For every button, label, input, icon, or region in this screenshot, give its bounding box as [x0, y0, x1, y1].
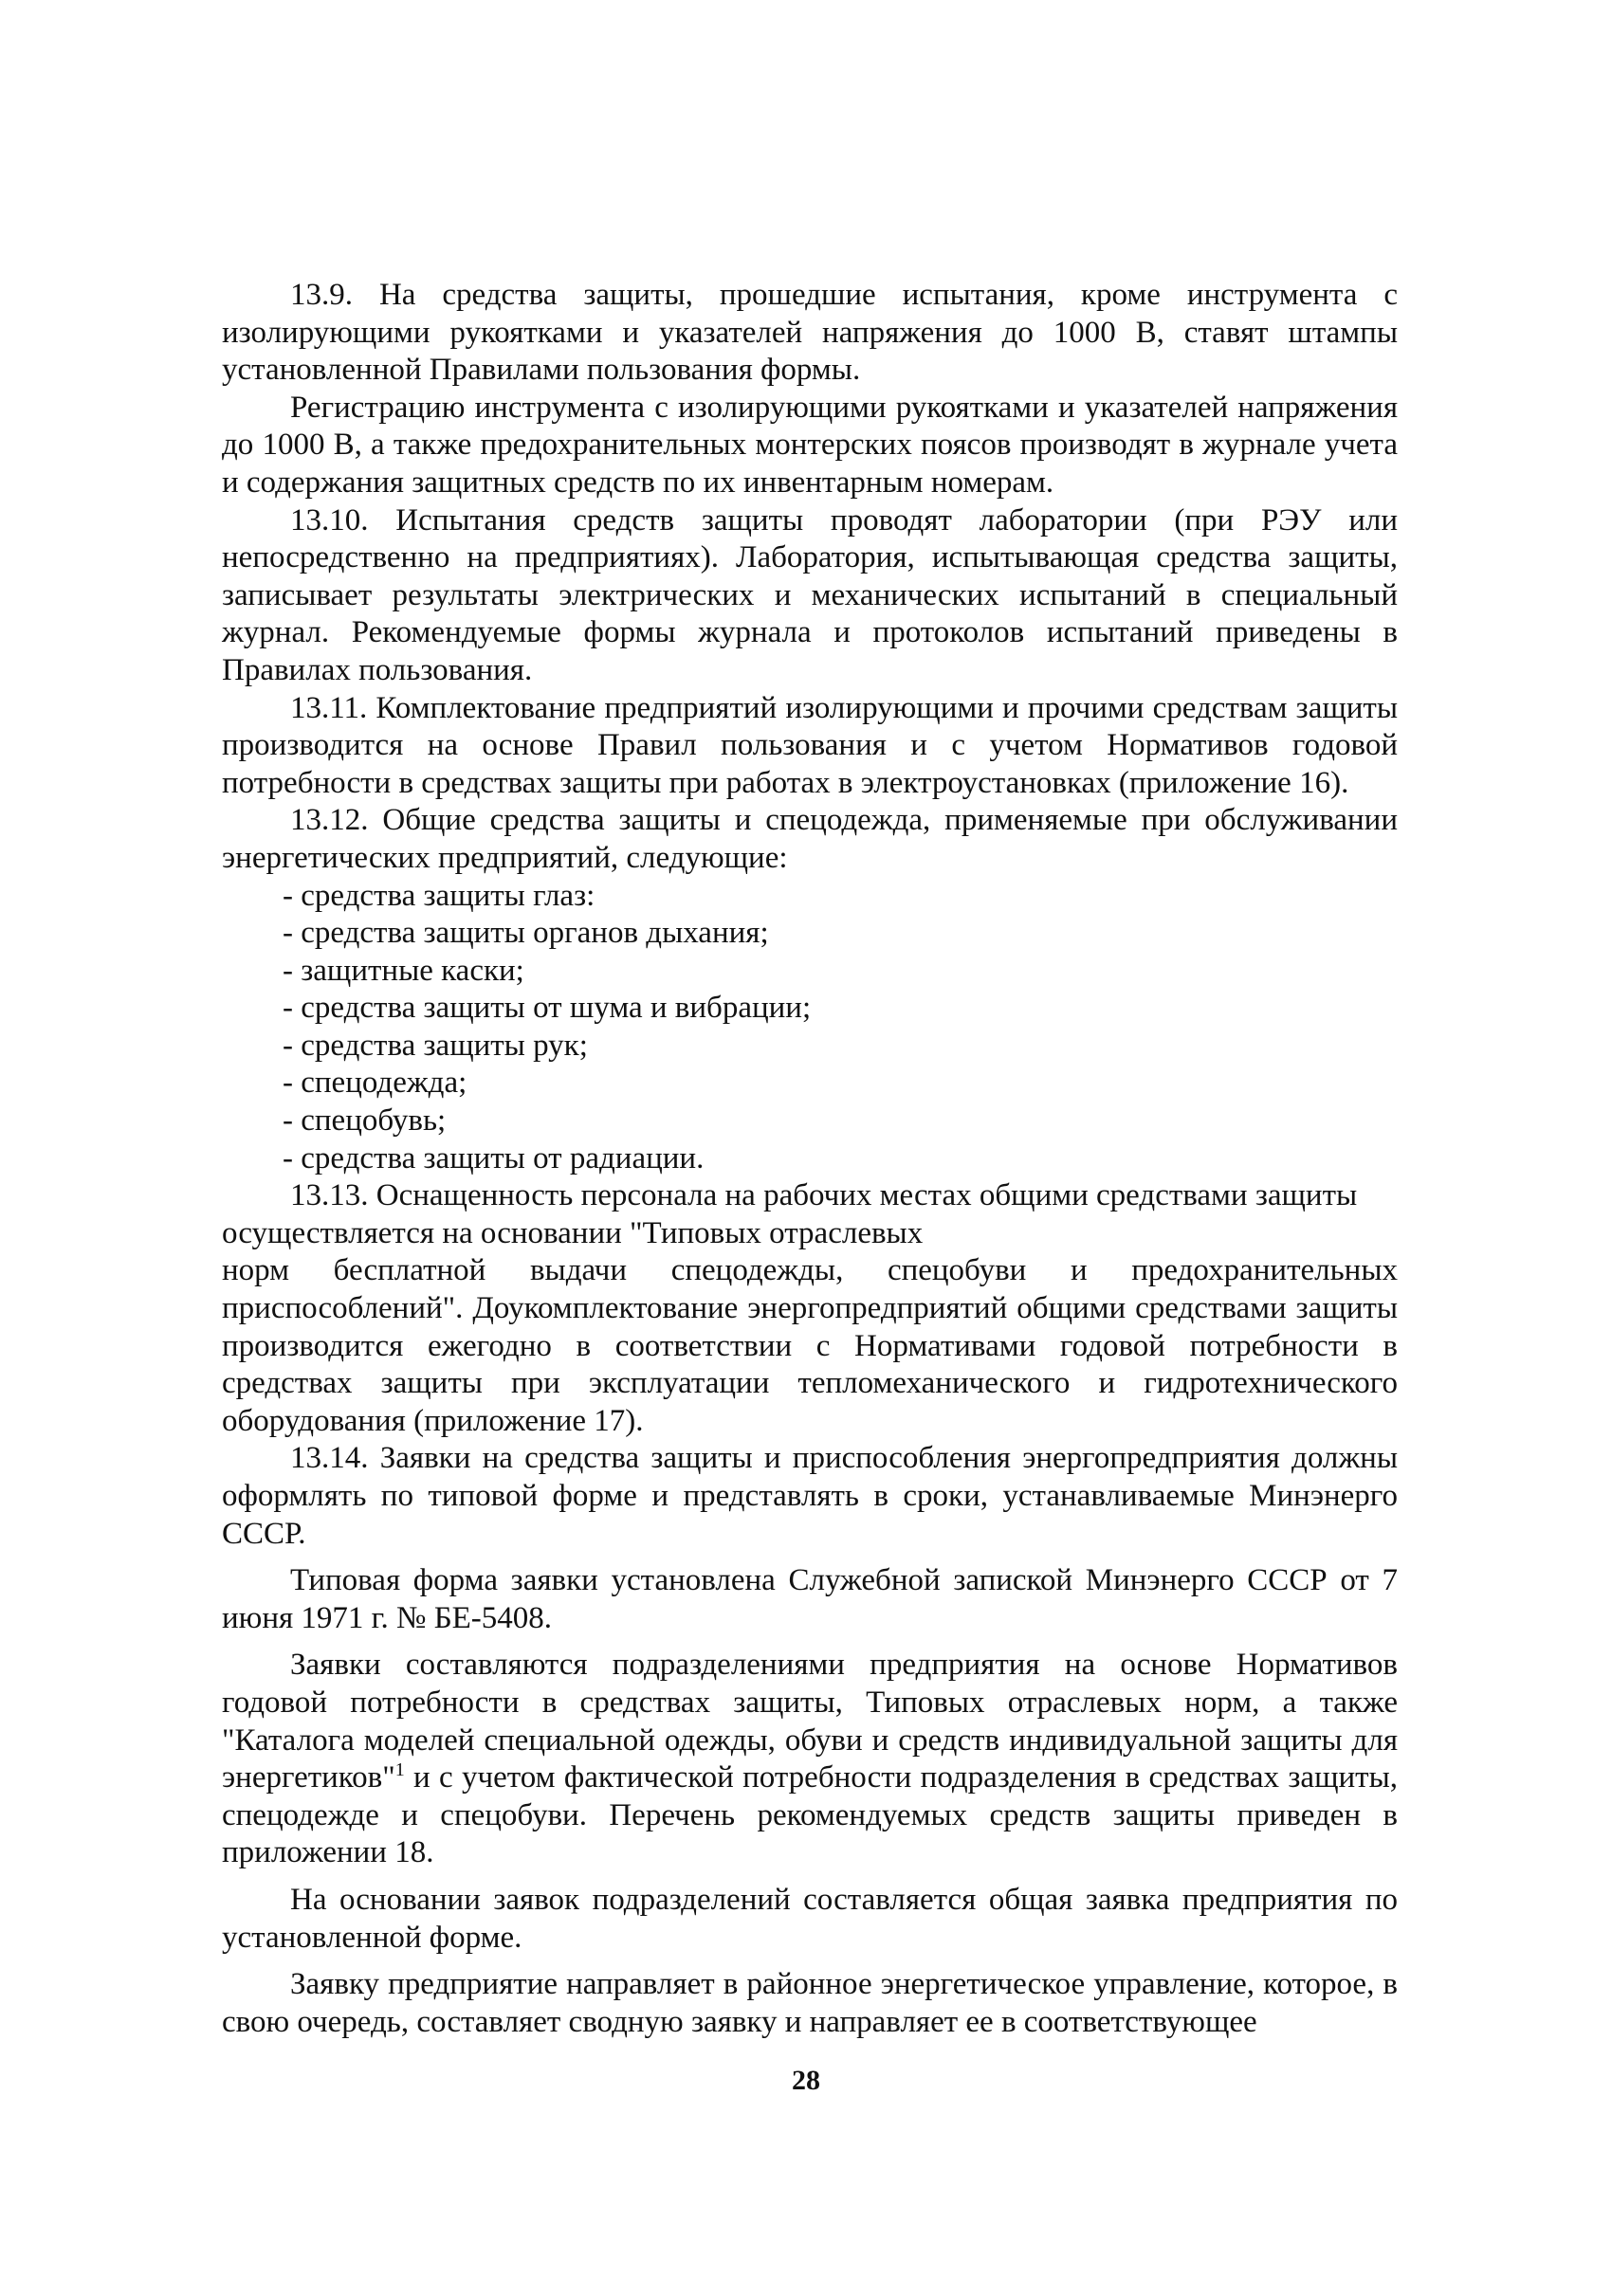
paragraph-13-13-line-3: норм бесплатной выдачи спецодежды, спецобуви и предохранительных	[222, 1253, 1398, 1288]
document-body	[222, 277, 1398, 2041]
paragraph-13-13-line-2: осуществляется на основании "Типовых отраслевых	[222, 1215, 924, 1250]
list-item: - защитные каски;	[222, 953, 1398, 991]
paragraph-requests-text: Заявки составляются подразделениями предприятия на основе Нормативов годовой потребности в средствах защиты, Типовых отраслевых норм, а также "Каталога моделей специальной одежды, обуви и средств индивидуальной защиты для энергетиков"	[222, 1648, 1398, 1795]
paragraph-13-13-rest: приспособлений". Доукомплектование энергопредприятий общими средствами защиты производится ежегодно в соответствии с Нормативами годовой потребности в средствах защиты при эксплуатации тепломеханического и гидротехнического оборудования (приложение 17).	[222, 1291, 1398, 1438]
list-item: - средства защиты органов дыхания;	[222, 915, 1398, 953]
paragraph-13-13-line-1: 13.13. Оснащенность персонала на рабочих местах общими средствами защиты	[290, 1178, 1358, 1213]
paragraph-13-9: 13.9. На средства защиты, прошедшие испытания, кроме инструмента с изолирующими рукоятками и указателей напряжения до 1000 В, ставят штампы установленной Правилами пользования формы.	[222, 278, 1398, 388]
paragraph-13-12: 13.12. Общие средства защиты и спецодежда, применяемые при обслуживании энергетических предприятий, следующие:	[222, 803, 1398, 875]
list-item: - средства защиты от радиации.	[222, 1140, 1398, 1178]
paragraph-requests-continuation: и с учетом фактической потребности подразделения в средствах защиты, спецодежде и спецобуви. Перечень рекомендуемых средств защиты приведен в приложении 18.	[222, 1760, 1398, 1870]
list-item: - спецодежда;	[222, 1065, 1398, 1102]
paragraph-typical-form: Типовая форма заявки установлена Служебной запиской Минэнерго СССР от 7 июня 1971 г. № БЕ-5408.	[222, 1563, 1398, 1635]
paragraph-requests	[222, 1647, 1398, 1872]
list-item: - средства защиты рук;	[222, 1028, 1398, 1066]
paragraph-13-10: 13.10. Испытания средств защиты проводят лаборатории (при РЭУ или непосредственно на предприятиях). Лаборатория, испытывающая средства защиты, записывает результаты электрических и механических испытаний в специальный журнал. Рекомендуемые формы журнала и протоколов испытаний приведены в Правилах пользования.	[222, 502, 1398, 687]
protective-equipment-list	[222, 878, 1398, 1178]
list-item: - спецобувь;	[222, 1102, 1398, 1140]
paragraph-13-13	[222, 1177, 1398, 1440]
paragraph-general-request: На основании заявок подразделений составляется общая заявка предприятия по установленной форме.	[222, 1882, 1398, 1955]
paragraph-direct-request: Заявку предприятие направляет в районное энергетическое управление, которое, в свою очередь, составляет сводную заявку и направляет ее в соответствующее	[222, 1967, 1398, 2039]
paragraph-13-14: 13.14. Заявки на средства защиты и приспособления энергопредприятия должны оформлять по типовой форме и представлять в сроки, устанавливаемые Минэнерго СССР.	[222, 1441, 1398, 1551]
paragraph-registration: Регистрацию инструмента с изолирующими рукоятками и указателей напряжения до 1000 В, а также предохранительных монтерских поясов производят в журнале учета и содержания защитных средств по их инвентарным номерам.	[222, 390, 1398, 500]
list-item: - средства защиты от шума и вибрации;	[222, 990, 1398, 1028]
list-item: - средства защиты глаз:	[222, 878, 1398, 916]
footnote-mark: 1	[394, 1759, 405, 1781]
paragraph-13-11: 13.11. Комплектование предприятий изолирующими и прочими средствам защиты производится на основе Правил пользования и с учетом Нормативов годовой потребности в средствах защиты при работах в электроустановках (приложение 16).	[222, 690, 1398, 800]
page-number: 28	[792, 2065, 820, 2096]
